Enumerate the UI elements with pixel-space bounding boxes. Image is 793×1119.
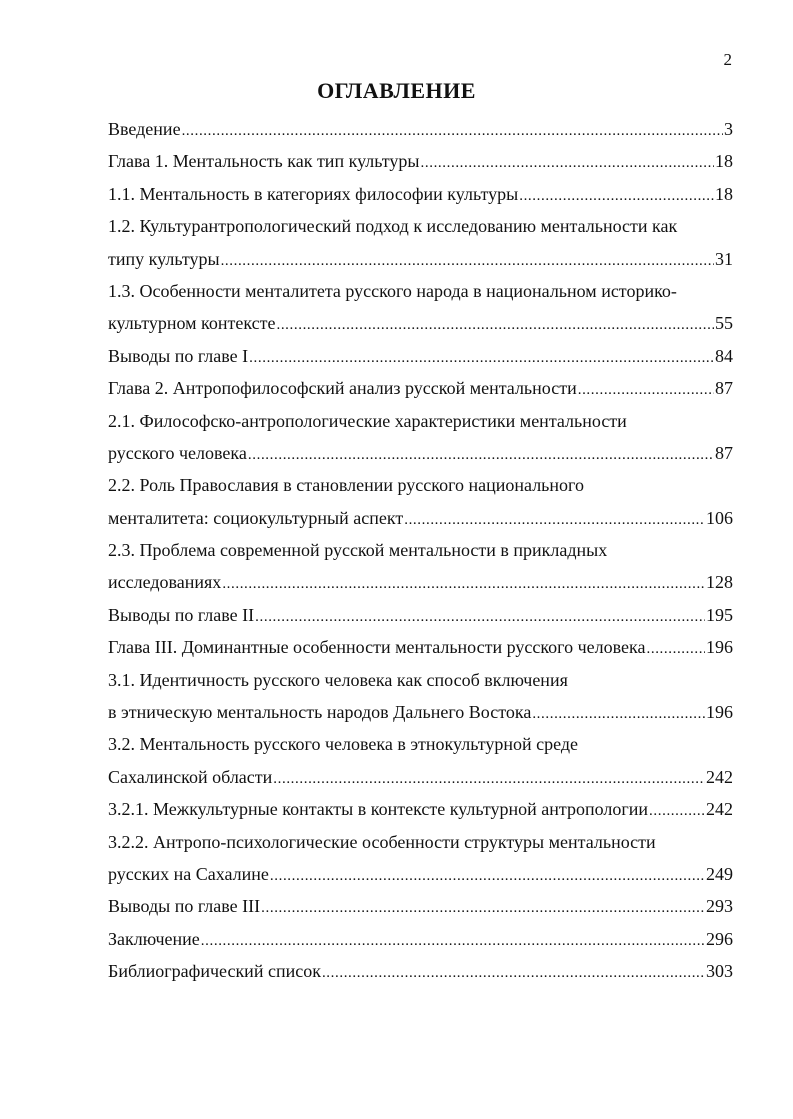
toc-entry-page: 296 — [706, 928, 733, 949]
toc-entry-page: 303 — [706, 961, 733, 982]
toc-entry-title: русского человека — [108, 442, 247, 463]
toc-line — [108, 890, 733, 922]
toc-entry-title: Выводы по главе II — [108, 604, 255, 625]
toc-entry-page: 55 — [715, 313, 733, 334]
toc-entry-title: Выводы по главе I — [108, 345, 249, 366]
toc-line — [108, 307, 733, 339]
toc-entry-page: 31 — [715, 248, 733, 269]
toc-entry — [108, 826, 733, 891]
dot-leader — [273, 763, 705, 795]
dot-leader — [249, 342, 714, 374]
toc-line — [108, 728, 733, 760]
dot-leader — [532, 698, 705, 730]
toc-entry-page: 87 — [715, 442, 733, 463]
toc-line — [108, 437, 733, 469]
toc-entry-title: Сахалинской области — [108, 766, 273, 787]
toc-entry-title: 1.3. Особенности менталитета русского народа в национальном историко- — [108, 280, 677, 301]
toc-line — [108, 761, 733, 793]
toc-line — [108, 534, 733, 566]
toc-entry-title: 3.2.1. Межкультурные контакты в контексте культурной антропологии — [108, 799, 649, 820]
toc-line — [108, 243, 733, 275]
toc-entry-title: Глава III. Доминантные особенности ментальности русского человека — [108, 637, 646, 658]
dot-leader — [519, 180, 714, 212]
dot-leader — [322, 957, 705, 989]
toc-entry — [108, 275, 733, 340]
toc-entry-title: в этническую ментальность народов Дальнего Востока — [108, 702, 532, 723]
toc-line — [108, 275, 733, 307]
toc-line — [108, 372, 733, 404]
toc-entry-title: 2.1. Философско-антропологические характеристики ментальности — [108, 410, 627, 431]
toc-entry-title: Глава 2. Антропофилософский анализ русской ментальности — [108, 378, 577, 399]
toc-line — [108, 696, 733, 728]
dot-leader — [221, 245, 714, 277]
toc-entry-page: 18 — [715, 183, 733, 204]
toc-line — [108, 469, 733, 501]
toc-line — [108, 113, 733, 145]
toc-line — [108, 664, 733, 696]
toc-entry — [108, 890, 733, 922]
toc-entry-title: менталитета: социокультурный аспект — [108, 507, 404, 528]
toc-entry — [108, 178, 733, 210]
dot-leader — [261, 892, 705, 924]
toc-entry-title: 2.3. Проблема современной русской ментальности в прикладных — [108, 540, 608, 561]
toc-entry-title: Библиографический список — [108, 961, 321, 982]
dot-leader — [404, 504, 705, 536]
toc-entry-page: 128 — [706, 572, 733, 593]
toc-entry — [108, 728, 733, 793]
toc-entry-title: Глава 1. Ментальность как тип культуры — [108, 151, 420, 172]
toc-entry — [108, 955, 733, 987]
toc-entry-title: 1.1. Ментальность в категориях философии культуры — [108, 183, 519, 204]
toc-entry-title: 1.2. Культурантропологический подход к исследованию ментальности как — [108, 216, 678, 237]
page-title: ОГЛАВЛЕНИЕ — [317, 78, 476, 103]
toc-entry-page: 196 — [706, 702, 733, 723]
dot-leader — [578, 374, 714, 406]
toc-line — [108, 793, 733, 825]
toc-line — [108, 955, 733, 987]
toc-line — [108, 566, 733, 598]
dot-leader — [270, 860, 705, 892]
toc-entry-page: 3 — [724, 119, 733, 139]
toc-entry — [108, 631, 733, 663]
toc-line — [108, 599, 733, 631]
toc-entry-page: 242 — [706, 766, 733, 787]
toc-entry — [108, 113, 733, 145]
dot-leader — [255, 601, 705, 633]
toc-entry-title: 2.2. Роль Православия в становлении русского национального — [108, 475, 584, 496]
toc-entry-page: 249 — [706, 863, 733, 884]
toc-entry — [108, 534, 733, 599]
toc-entry-title: культурном контексте — [108, 313, 276, 334]
toc-entry — [108, 145, 733, 177]
toc-line — [108, 210, 733, 242]
toc-entry — [108, 469, 733, 534]
toc-entry-title: Введение — [108, 119, 181, 139]
dot-leader — [649, 795, 705, 827]
dot-leader — [421, 147, 714, 179]
toc-entry-title: Выводы по главе III — [108, 896, 261, 917]
toc-entry-page: 84 — [715, 345, 733, 366]
toc-line — [108, 502, 733, 534]
toc-entry-page: 195 — [706, 604, 733, 625]
toc-entry — [108, 664, 733, 729]
toc-entry-page: 293 — [706, 896, 733, 917]
toc-entry — [108, 340, 733, 372]
dot-leader — [222, 568, 705, 600]
toc-line — [108, 340, 733, 372]
dot-leader — [201, 925, 705, 957]
toc-line — [108, 826, 733, 858]
toc-entry — [108, 405, 733, 470]
dot-leader — [276, 309, 714, 341]
toc-line — [108, 923, 733, 955]
table-of-contents — [108, 113, 733, 988]
toc-entry — [108, 372, 733, 404]
toc-entry-title: типу культуры — [108, 248, 220, 269]
dot-leader — [248, 439, 714, 471]
toc-line — [108, 858, 733, 890]
page-number: 2 — [723, 50, 732, 69]
toc-entry-title: 3.1. Идентичность русского человека как способ включения — [108, 669, 568, 690]
toc-entry — [108, 793, 733, 825]
toc-entry-title: исследованиях — [108, 572, 222, 593]
toc-entry-page: 196 — [706, 637, 733, 658]
toc-entry — [108, 210, 733, 275]
dot-leader — [182, 115, 723, 147]
toc-line — [108, 631, 733, 663]
toc-entry-page: 106 — [706, 507, 733, 528]
toc-entry — [108, 599, 733, 631]
toc-entry-page: 18 — [715, 151, 733, 172]
toc-entry-title: русских на Сахалине — [108, 863, 269, 884]
dot-leader — [647, 633, 706, 665]
toc-entry-title: Заключение — [108, 928, 200, 949]
toc-entry-page: 242 — [706, 799, 733, 820]
toc-entry — [108, 923, 733, 955]
toc-entry-page: 87 — [715, 378, 733, 399]
toc-entry-title: 3.2. Ментальность русского человека в этнокультурной среде — [108, 734, 579, 755]
toc-line — [108, 178, 733, 210]
toc-line — [108, 405, 733, 437]
toc-line — [108, 145, 733, 177]
toc-entry-title: 3.2.2. Антропо-психологические особенности структуры ментальности — [108, 831, 656, 852]
